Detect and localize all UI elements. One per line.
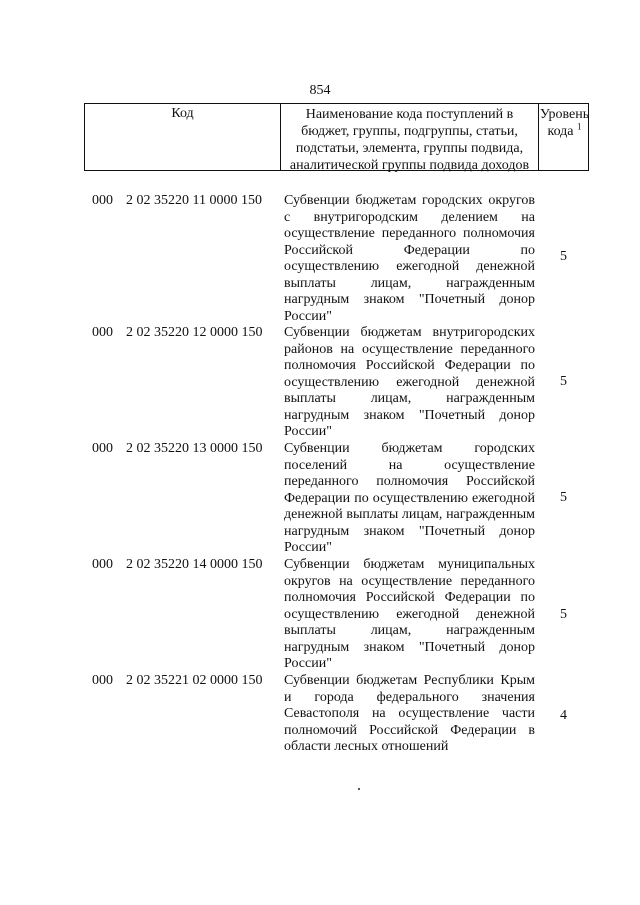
row-name: Субвенции бюджетам муниципальных округов на осуществление переданного полномочия Российской Федерации по осуществлению ежегодной денежной выплаты лицам, награжденным нагрудным знаком "Почетный донор России": [284, 557, 535, 671]
row-admin-code: 000: [92, 441, 113, 456]
header-level-line2: [539, 123, 590, 140]
row-name: Субвенции бюджетам городских поселений на осуществление переданного полномочия Российской Федерации по осуществлению ежегодной денежной выплаты лицам, награжденным нагрудным знаком "Почетный донор России": [284, 441, 535, 555]
row-income-code: 2 02 35221 02 0000 150: [126, 673, 263, 688]
scan-dot: [358, 788, 360, 790]
row-income-code: 2 02 35220 13 0000 150: [126, 441, 263, 456]
header-name-line: аналитической группы подвида доходов: [289, 158, 530, 173]
header-name-line: подстатьи, элемента, группы подвида,: [295, 141, 524, 156]
row-level: 5: [560, 374, 567, 389]
header-code: Код: [85, 104, 281, 170]
row-level: 5: [560, 249, 567, 264]
header-name-line: Наименование кода поступлений в: [305, 107, 514, 122]
row-admin-code: 000: [92, 325, 113, 340]
row-admin-code: 000: [92, 193, 113, 208]
row-income-code: 2 02 35220 14 0000 150: [126, 557, 263, 572]
row-income-code: 2 02 35220 11 0000 150: [126, 193, 262, 208]
header-level-line1: Уровень: [539, 107, 590, 122]
row-level: 5: [560, 607, 567, 622]
row-admin-code: 000: [92, 557, 113, 572]
row-name: Субвенции бюджетам городских округов с внутригородским делением на осуществление переданного полномочия Российской Федерации по осуществлению ежегодной денежной выплаты лицам, награжденным нагрудным знаком "Почетный донор России": [284, 193, 535, 324]
row-admin-code: 000: [92, 673, 113, 688]
header-level-word: кода: [547, 124, 574, 139]
row-income-code: 2 02 35220 12 0000 150: [126, 325, 263, 340]
header-level: [539, 104, 590, 170]
row-level: 4: [560, 708, 567, 723]
footnote-marker: 1: [577, 121, 582, 132]
row-level: 5: [560, 490, 567, 505]
row-name: Субвенции бюджетам внутригородских районов на осуществление переданного полномочия Российской Федерации по осуществлению ежегодной денежной выплаты лицам, награжденным нагрудным знаком "Почетный донор России": [284, 325, 535, 439]
table-header: [84, 103, 589, 171]
row-name: Субвенции бюджетам Республики Крым и города федерального значения Севастополя на осуществление части полномочий Российской Федерации в области лесных отношений: [284, 673, 535, 754]
header-name-line: бюджет, группы, подгруппы, статьи,: [301, 124, 518, 139]
header-name: [281, 104, 539, 173]
page-number: 854: [309, 83, 331, 98]
